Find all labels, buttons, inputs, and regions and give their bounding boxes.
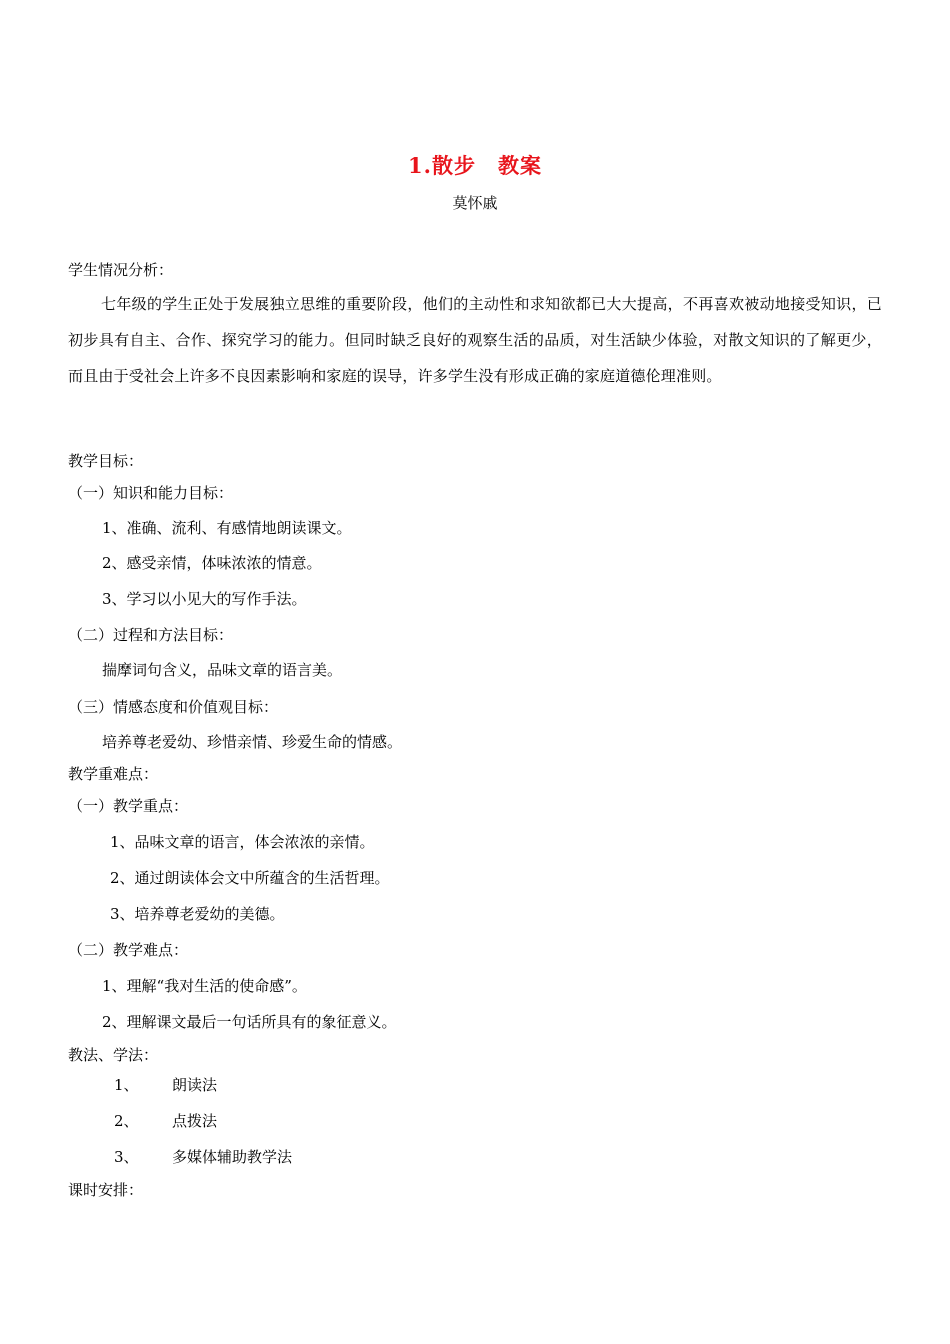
methods-item-number: 2、 — [114, 1112, 139, 1130]
student-analysis-heading: 学生情况分析： — [68, 261, 174, 279]
goals-section-1-heading: （一）知识和能力目标： — [68, 484, 234, 502]
key-points-section-1-item: 1、品味文章的语言，体会浓浓的亲情。 — [110, 833, 375, 851]
goals-section-2-item: 揣摩词句含义，品味文章的语言美。 — [102, 661, 343, 679]
key-points-section-1-item: 2、通过朗读体会文中所蕴含的生活哲理。 — [110, 869, 390, 887]
methods-item-text: 多媒体辅助教学法 — [172, 1148, 293, 1166]
key-points-heading: 教学重难点： — [68, 765, 159, 783]
goals-section-3-item: 培养尊老爱幼、珍惜亲情、珍爱生命的情感。 — [102, 733, 403, 751]
student-analysis-body: 七年级的学生正处于发展独立思维的重要阶段，他们的主动性和求知欲都已大大提高，不再喜欢被动地接受知识，已初步具有自主、合作、探究学习的能力。但同时缺乏良好的观察生活的品质，对生活缺少体验，对散文知识的了解更少，而且由于受社会上许多不良因素影响和家庭的误导，许多学生没有形成正确的家庭道德伦理准则。 — [68, 295, 882, 385]
methods-item — [114, 1111, 217, 1131]
key-points-section-1-heading: （一）教学重点： — [68, 797, 189, 815]
key-points-section-2-item: 1、理解“我对生活的使命感”。 — [102, 977, 307, 995]
methods-item-text: 朗读法 — [172, 1076, 218, 1094]
goals-heading: 教学目标： — [68, 452, 144, 470]
methods-item — [114, 1075, 217, 1095]
methods-item-number: 1、 — [114, 1076, 139, 1094]
goals-section-3-heading: （三）情感态度和价值观目标： — [68, 698, 279, 716]
key-points-section-2-heading: （二）教学难点： — [68, 941, 189, 959]
key-points-section-1-item: 3、培养尊老爱幼的美德。 — [110, 905, 285, 923]
schedule-heading: 课时安排： — [68, 1181, 144, 1199]
document-author: 莫怀戚 — [452, 194, 498, 212]
goals-section-2-heading: （二）过程和方法目标： — [68, 626, 234, 644]
methods-item-text: 点拨法 — [172, 1112, 218, 1130]
methods-item — [114, 1147, 292, 1167]
key-points-section-2-item: 2、理解课文最后一句话所具有的象征意义。 — [102, 1013, 397, 1031]
goals-section-1-item: 2、感受亲情，体味浓浓的情意。 — [102, 554, 322, 572]
methods-item-number: 3、 — [114, 1148, 139, 1166]
goals-section-1-item: 1、准确、流利、有感情地朗读课文。 — [102, 519, 352, 537]
methods-heading: 教法、学法： — [68, 1046, 159, 1064]
document-title: 1.散步 教案 — [408, 153, 542, 178]
goals-section-1-item: 3、学习以小见大的写作手法。 — [102, 590, 307, 608]
